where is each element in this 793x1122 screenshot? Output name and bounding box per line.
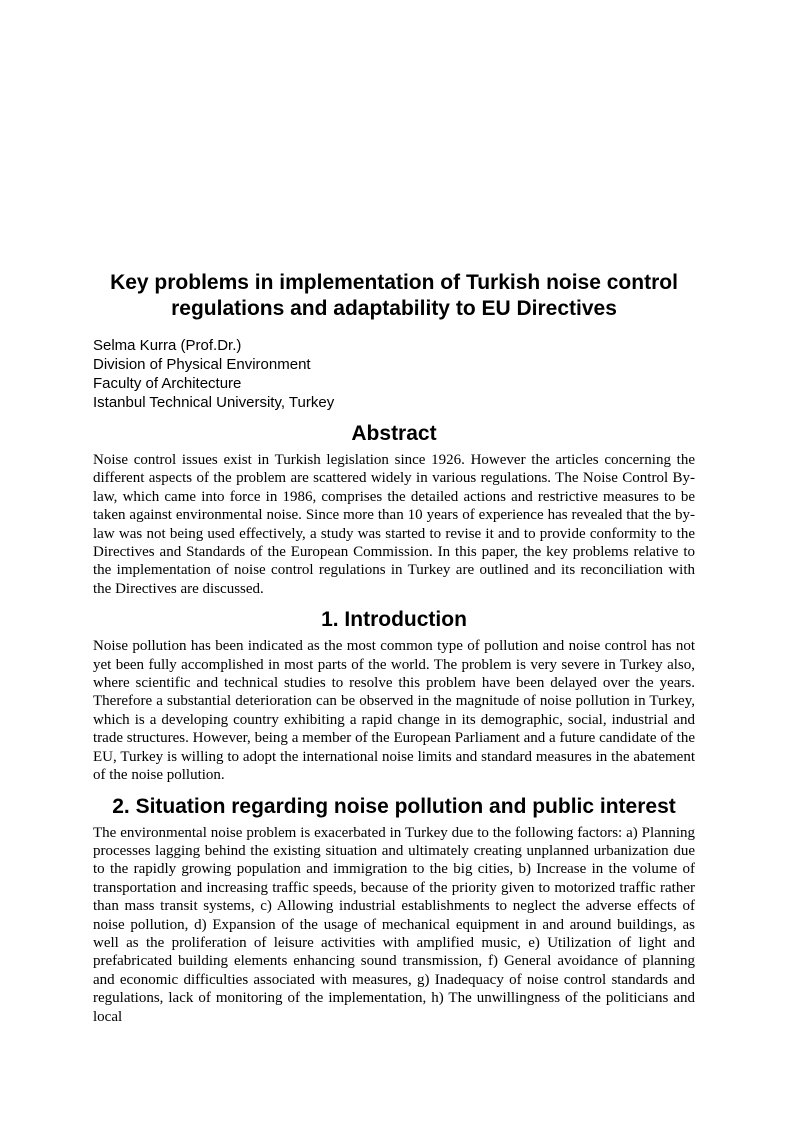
author-university: Istanbul Technical University, Turkey (93, 394, 335, 411)
author-faculty: Faculty of Architecture (93, 375, 242, 392)
abstract-heading: Abstract (351, 422, 437, 445)
author-name: Selma Kurra (Prof.Dr.) (93, 337, 242, 354)
introduction-heading: 1. Introduction (321, 608, 467, 632)
paper-title: Key problems in implementation of Turkish noise control regulations and adaptability to EU Directives (110, 271, 678, 320)
situation-text: The environmental noise problem is exacerbated in Turkey due to the following factors: a) Planning processes lagging behind the existing situation and ultimately creating unplanned urbanization due to the rapidly growing population and immigration to the big cities, b) Increase in the volume of transportation and increasing traffic speeds, because of the priority given to motorized traffic rather than mass transit systems, c) Allowing industrial establishments to neglect the adverse effects of noise pollution, d) Expansion of the usage of mechanical equipment in and around buildings, as well as the proliferation of leisure activities with amplified music, e) Utilization of light and prefabricated building elements enhancing sound transmission, f) General avoidance of planning and economic difficulties associated with measures, g) Inadequacy of noise control standards and regulations, lack of monitoring of the implementation, h) The unwillingness of the politicians and local (93, 824, 695, 1025)
introduction-text: Noise pollution has been indicated as the most common type of pollution and noise control has not yet been fully accomplished in most parts of the world. The problem is very severe in Turkey also, where scientific and technical studies to resolve this problem have been delayed over the years. Therefore a substantial deterioration can be observed in the magnitude of noise pollution in Turkey, which is a developing country exhibiting a rapid change in its demographic, social, industrial and trade structures. However, being a member of the European Parliament and a future candidate of the EU, Turkey is willing to adopt the international noise limits and standard measures in the abatement of the noise pollution. (93, 638, 695, 784)
paper-page (93, 270, 695, 1026)
abstract-text: Noise control issues exist in Turkish legislation since 1926. However the articles concerning the different aspects of the problem are scattered widely in various regulations. The Noise Control By-law, which came into force in 1986, comprises the detailed actions and restrictive measures to be taken against environmental noise. Since more than 10 years of experience has revealed that the by-law was not being used effectively, a study was started to revise it and to provide conformity to the Directives and Standards of the European Commission. In this paper, the key problems relative to the implementation of noise control regulations in Turkey are outlined and its reconciliation with the Directives are discussed. (93, 452, 695, 597)
situation-heading: 2. Situation regarding noise pollution and public interest (112, 794, 676, 818)
author-affiliation (93, 336, 695, 412)
author-division: Division of Physical Environment (93, 356, 311, 373)
